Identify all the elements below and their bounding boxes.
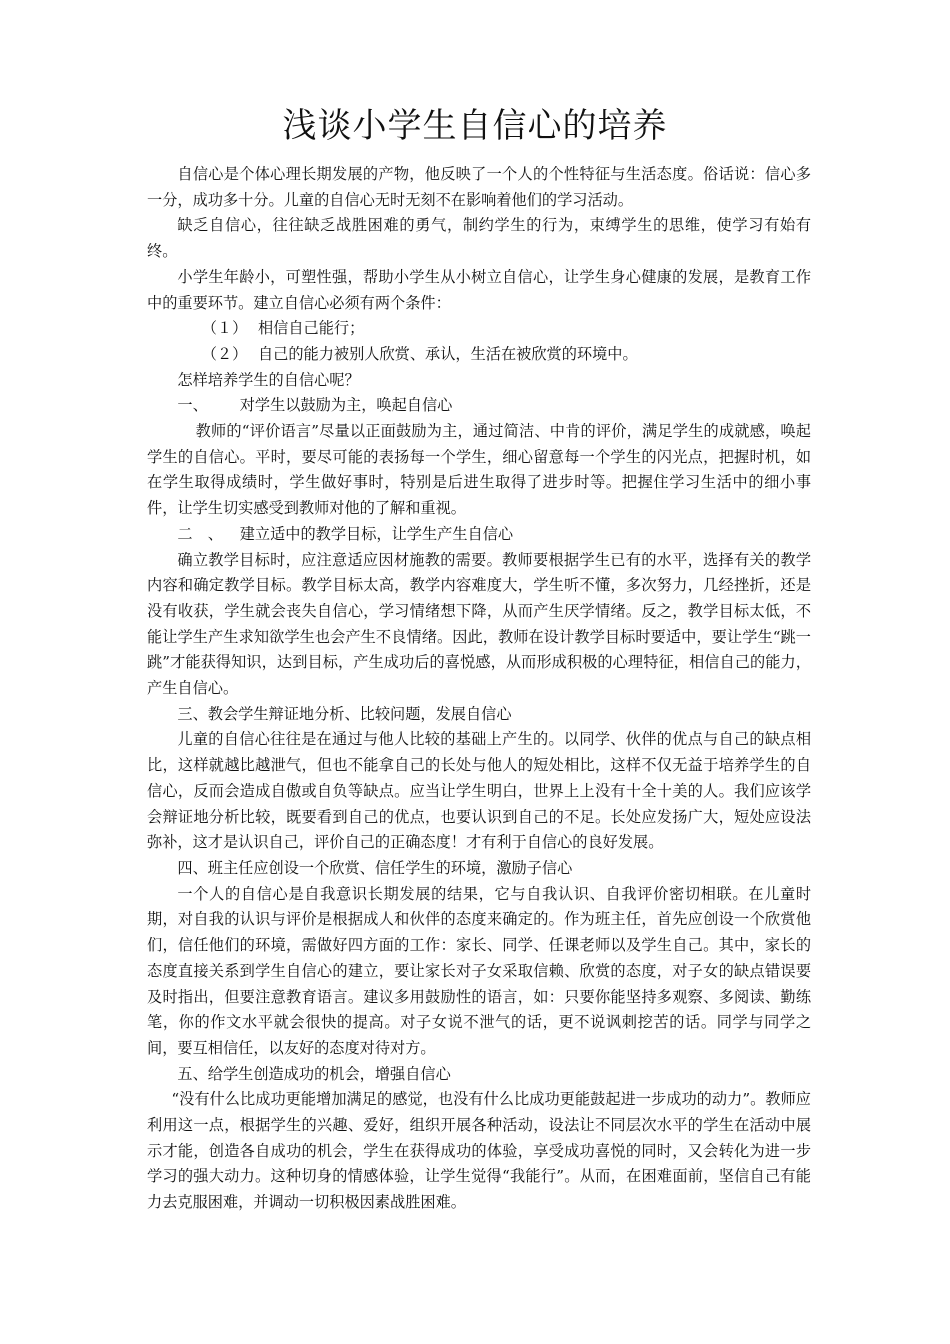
section-heading-5: 五、给学生创造成功的机会，增强自信心 <box>177 1064 451 1083</box>
intro-paragraph-1: 自信心是个体心理长期发展的产物，他反映了一个人的个性特征与生活态度。俗话说：信心多一分，成功多十分。儿童的自信心无时无刻不在影响着他们的学习活动。 <box>147 165 811 209</box>
section-heading-2 <box>147 522 811 548</box>
intro-paragraph-3: 小学生年龄小，可塑性强，帮助小学生从小树立自信心，让学生身心健康的发展，是教育工作中的重要环节。建立自信心必须有两个条件： <box>147 267 811 312</box>
condition-text-1: 相信自己能行； <box>257 319 365 338</box>
section-heading-1 <box>147 393 811 419</box>
section-title-2: 建立适中的教学目标，让学生产生自信心 <box>239 524 514 543</box>
question-paragraph: 怎样培养学生的自信心呢？ <box>177 370 360 389</box>
section-heading-3: 三、教会学生辩证地分析、比较问题，发展自信心 <box>177 704 512 723</box>
condition-item-2 <box>147 342 811 368</box>
section-title-1: 对学生以鼓励为主，唤起自信心 <box>239 396 453 415</box>
section-paragraph-3: 儿童的自信心往往是在通过与他人比较的基础上产生的。以同学、伙伴的优点与自己的缺点相比，这样就越比越泄气，但也不能拿自己的长处与他人的短处相比，这样不仅无益于培养学生的自信心，反而会造成自傲或自负等缺点。应当让学生明白，世界上上没有十全十美的人。我们应该学会辩证地分析比较，既要看到自己的优点，也要认识到自己的不足。长处应发扬广大，短处应设法弥补，这才是认识自己，评价自己的正确态度！才有利于自信心的良好发展。 <box>147 730 811 852</box>
section-paragraph-4: 一个人的自信心是自我意识长期发展的结果，它与自我认识、自我评价密切相联。在儿童时期，对自我的认识与评价是根据成人和伙伴的态度来确定的。作为班主任，首先应创设一个欣赏他们，信任他们的环境，需做好四方面的工作：家长、同学、任课老师以及学生自己。其中，家长的态度直接关系到学生自信心的建立，要让家长对子女采取信赖、欣赏的态度，对子女的缺点错误要及时指出，但要注意教育语言。建议多用鼓励性的语言，如：只要你能坚持多观察、多阅读、勤练笔，你的作文水平就会很快的提高。对子女说不泄气的话，更不说讽刺挖苦的话。同学与同学之间，要互相信任，以友好的态度对待对方。 <box>147 884 811 1057</box>
condition-number-1: （１） <box>201 319 248 338</box>
intro-paragraph-2: 缺乏自信心，往往缺乏战胜困难的勇气，制约学生的行为，束缚学生的思维，使学习有始有终。 <box>147 216 811 261</box>
section-number-1: 一、 <box>177 396 208 415</box>
section-paragraph-1: 教师的“评价语言”尽量以正面鼓励为主，通过简洁、中肯的评价，满足学生的成就感，唤起学生的自信心。平时，要尽可能的表扬每一个学生，细心留意每一个学生的闪光点，把握时机，如在学生取得成绩时，学生做好事时，特别是后进生取得了进步时等。把握住学习生活中的细小事件，让学生切实感受到教师对他的了解和重视。 <box>147 422 811 518</box>
section-number-2: 二 、 <box>177 524 223 543</box>
section-heading-4: 四、班主任应创设一个欣赏、信任学生的环境，激励子信心 <box>177 858 573 877</box>
section-paragraph-5: “没有什么比成功更能增加满足的感觉，也没有什么比成功更能鼓起进一步成功的动力”。教师应利用这一点，根据学生的兴趣、爱好，组织开展各种活动，设法让不同层次水平的学生在活动中展示才能，创造各自成功的机会，学生在获得成功的体验，享受成功喜悦的同时，又会转化为进一步学习的强大动力。这种切身的情感体验，让学生觉得“我能行”。从而，在困难面前，坚信自己有能力去克服困难，并调动一切积极因素战胜困难。 <box>147 1090 811 1212</box>
condition-text-2: 自己的能力被别人欣赏、承认，生活在被欣赏的环境中。 <box>257 344 638 363</box>
section-paragraph-2: 确立教学目标时，应注意适应因材施教的需要。教师要根据学生已有的水平，选择有关的教学内容和确定教学目标。教学目标太高，教学内容难度大，学生听不懂，多次努力，几经挫折，还是没有收获，学生就会丧失自信心，学习情绪想下降，从而产生厌学情绪。反之，教学目标太低，不能让学生产生求知欲学生也会产生不良情绪。因此，教师在设计教学目标时要适中，要让学生“跳一跳”才能获得知识，达到目标，产生成功后的喜悦感，从而形成积极的心理特征，相信自己的能力，产生自信心。 <box>147 550 811 698</box>
document-title: 浅谈小学生自信心的培养 <box>282 106 668 146</box>
condition-number-2: （２） <box>201 344 248 363</box>
document-body <box>147 162 811 1216</box>
condition-item-1 <box>147 316 811 342</box>
